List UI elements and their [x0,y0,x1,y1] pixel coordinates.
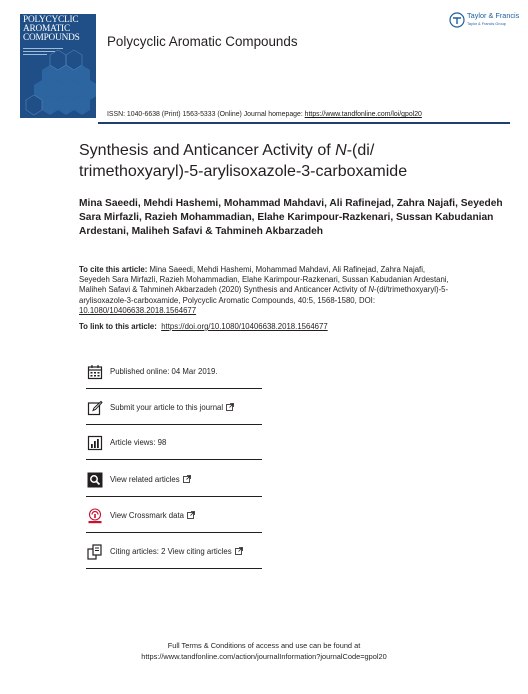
published-online-item [86,355,262,389]
issn-text: ISSN: 1040-6638 (Print) 1563-5333 (Online) Journal homepage: [107,111,305,118]
journal-name[interactable]: Polycyclic Aromatic Compounds [107,34,298,49]
cover-text-lines [23,48,63,57]
taylor-francis-emblem-icon [449,12,465,28]
footer-terms-text: Full Terms & Conditions of access and use can be found at [167,641,361,650]
submit-article-item[interactable] [86,391,262,425]
citing-icon [87,544,103,560]
article-authors: Mina Saeedi, Mehdi Hashemi, Mohammad Mahdavi, Ali Rafinejad, Zahra Najafi, Seyedeh Sara Mirfazli, Razieh Mohammadian, Elahe Karimpour-Razkenari, Sussan Kabudanian Ardestani, Maliheh Safavi & Tahmineh Akbarzadeh [79,198,503,237]
external-link-icon [235,547,243,557]
terms-footer [0,641,528,662]
crossmark-item[interactable] [86,499,262,533]
link-label: To link to this article: [79,322,157,331]
footer-terms-link[interactable]: https://www.tandfonline.com/action/journalInformation?journalCode=gpol20 [141,651,387,661]
crossmark-link[interactable]: View Crossmark data [110,511,195,521]
related-articles-item[interactable] [86,463,262,497]
issn-line [107,111,422,118]
article-doi-link[interactable]: https://doi.org/10.1080/10406638.2018.1564677 [161,322,328,331]
article-title: Synthesis and Anticancer Activity of N-(di/ trimethoxyaryl)-5-arylisoxazole-3-carboxamide [79,142,408,180]
header-divider [98,122,510,124]
article-views-text: Article views: 98 [110,438,167,447]
published-online-text: Published online: 04 Mar 2019. [110,367,218,376]
citation-label: To cite this article: [79,265,148,274]
crossmark-icon [87,508,103,524]
article-views-item [86,426,262,460]
external-link-icon [226,403,234,413]
publisher-name: Taylor & Francis [467,11,520,20]
bar-chart-icon [87,435,103,451]
taylor-francis-logo[interactable] [449,12,519,28]
external-link-icon [183,475,191,485]
citing-articles-link[interactable]: Citing articles: 2 View citing articles [110,547,243,557]
publisher-subtitle: Taylor & Francis Group [467,22,506,26]
calendar-icon [87,364,103,380]
journal-cover-thumbnail [20,14,96,118]
related-articles-link[interactable]: View related articles [110,475,191,485]
cover-title: POLYCYCLIC AROMATIC COMPOUNDS [23,15,80,43]
edit-icon [87,400,103,416]
submit-article-link[interactable]: Submit your article to this journal [110,403,234,413]
magnifier-icon [87,472,103,488]
citation-block: To cite this article: Mina Saeedi, Mehdi Hashemi, Mohammad Mahdavi, Ali Rafinejad, Zahra Najafi, Seyedeh Sara Mirfazli, Razieh Mohammadian, Elahe Karimpour-Razkenari, Sussan Kabudanian Ardestani, Maliheh Safavi & Tahmineh Akbarzadeh (2020) Synthesis and Anticancer Activity of N-(di/trimethoxyaryl)-5-arylisoxazole-3-carboxamide, Polycyclic Aromatic Compounds, 40:5, 1568-1580, DOI: 10.1080/10406638.2018.1564677 [79,265,449,315]
external-link-icon [187,511,195,521]
citing-articles-item[interactable] [86,535,262,569]
journal-homepage-link[interactable]: https://www.tandfonline.com/loi/gpol20 [304,111,422,118]
doi-link[interactable]: 10.1080/10406638.2018.1564677 [79,305,197,315]
article-link-line [79,322,328,332]
